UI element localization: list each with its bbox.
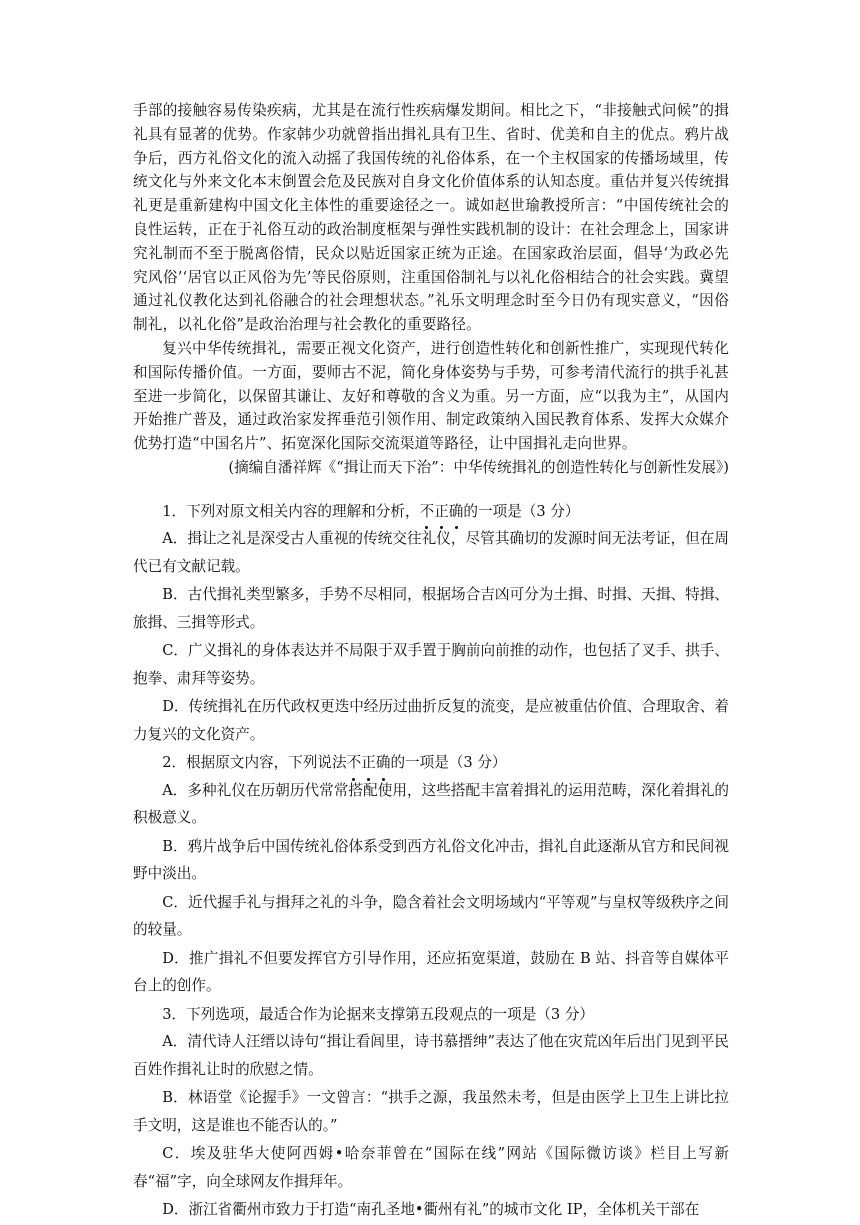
emphasis-text [420,503,464,520]
question-list [133,498,729,1224]
option-c[interactable]: C．埃及驻华大使阿西姆•哈奈菲曾在“国际在线”网站《国际微访谈》栏目上写新春“福”字，向全球网友作揖拜年。 [133,1145,729,1190]
emphasis-char: 不 [420,498,435,526]
option-c[interactable]: C．广义揖礼的身体表达并不局限于双手置于胸前向前推的动作，也包括了叉手、拱手、抱拳、肃拜等姿势。 [133,642,729,687]
emphasis-char: 正 [434,498,449,526]
option-d[interactable]: D．传统揖礼在历代政权更迭中经历过曲折反复的流变，是应被重估价值、合理取舍、着力复兴的文化资产。 [133,698,729,743]
option-d[interactable]: D．推广揖礼不但要发挥官方引导作用，还应拓宽渠道，鼓励在 B 站、抖音等自媒体平台上的创作。 [133,949,729,995]
option-a[interactable]: A．揖让之礼是深受古人重视的传统交往礼仪，尽管其确切的发源时间无法考证，但在周代已有文献记载。 [133,530,729,575]
question-1 [133,498,729,749]
emphasis-char: 不 [347,749,362,777]
option-b[interactable]: B．林语堂《论握手》一文曾言：“拱手之源，我虽然未考，但是由医学上卫生上讲比拉手文明，这是谁也不能否认的。” [133,1089,729,1134]
option-b[interactable]: B．鸦片战争后中国传统礼俗体系受到西方礼俗文化冲击，揖礼自此逐渐从官方和民间视野中淡出。 [133,837,729,883]
emphasis-text [347,754,391,771]
option-c[interactable]: C．近代握手礼与揖拜之礼的斗争，隐含着社会文明场域内“平等观”与皇权等级秩序之间的较量。 [133,893,729,939]
question-stem [133,749,729,777]
passage-source: (摘编自潘祥辉《“揖让而天下治”：中华传统揖礼的创造性转化与创新性发展》) [228,458,729,476]
question-2 [133,749,729,1000]
option-a[interactable]: A．清代诗人汪缙以诗句“揖让看闾里，诗书慕搢绅”表达了他在灾荒凶年后出门见到平民百姓作揖礼让时的欣慰之情。 [133,1033,729,1078]
option-d[interactable]: D．浙江省衢州市致力于打造“南孔圣地•衢州有礼”的城市文化 IP，全体机关干部在 [162,1201,700,1219]
passage-paragraph-2: 复兴中华传统揖礼，需要正视文化资产，进行创造性转化和创新性推广，实现现代转化和国际传播价值。一方面，要师古不泥，简化身体姿势与手势，可参考清代流行的拱手礼甚至进一步简化，以保留其谦让、友好和尊敬的含义为重。另一方面，应“以我为主”，从国内开始推广普及，通过政治家发挥垂范引领作用、制定政策纳入国民教育体系、发挥大众媒介优势打造“中国名片”、拓宽深化国际交流渠道等路径，让中国揖礼走向世界。 [133,339,729,453]
option-b[interactable]: B．古代揖礼类型繁多，手势不尽相同，根据场合吉凶可分为土揖、时揖、天揖、特揖、旅揖、三揖等形式。 [133,586,729,631]
stem-text-end: 的一项是（3 分） [463,502,580,520]
stem-text: 2．根据原文内容，下列说法 [162,754,347,772]
passage-paragraph-1: 手部的接触容易传染疾病，尤其是在流行性疾病爆发期间。相比之下，“非接触式问候”的揖礼具有显著的优势。作家韩少功就曾指出揖礼具有卫生、省时、优美和自主的优点。鸦片战争后，西方礼俗文化的流入动摇了我国传统的礼俗体系，在一个主权国家的传播场域里，传统文化与外来文化本末倒置会危及民族对自身文化价值体系的认知态度。重估并复兴传统揖礼更是重新建构中国文化主体性的重要途径之一。诚如赵世瑜教授所言：“中国传统社会的良性运转，正在于礼俗互动的政治制度框架与弹性实践机制的设计：在社会理念上，国家讲究礼制而不至于脱离俗情，民众以贴近国家正统为正途。在国家政治层面，倡导‘为政必先究风俗’‘居官以正风俗为先’等民俗原则，注重国俗制礼与以礼化俗相结合的社会实践。冀望通过礼仪教化达到礼俗融合的社会理想状态。”礼乐文明理念时至今日仍有现实意义，“因俗制礼，以礼化俗”是政治治理与社会教化的重要路径。 [133,102,729,334]
question-stem [133,498,729,526]
question-3 [133,1001,729,1224]
question-stem [133,1001,729,1029]
emphasis-char: 确 [449,498,464,526]
stem-text: 3．下列选项，最适合作为论据来支撑第五段观点的一项是（3 分） [162,1005,595,1023]
document-page [133,99,729,1225]
stem-text-end: 的一项是（3 分） [390,754,507,772]
emphasis-char: 正 [361,749,376,777]
emphasis-char: 确 [376,749,391,777]
stem-text: 1．下列对原文相关内容的理解和分析， [162,502,420,520]
option-a[interactable]: A．多种礼仪在历朝历代常常搭配使用，这些搭配丰富着揖礼的运用范畴，深化着揖礼的积极意义。 [133,781,729,827]
